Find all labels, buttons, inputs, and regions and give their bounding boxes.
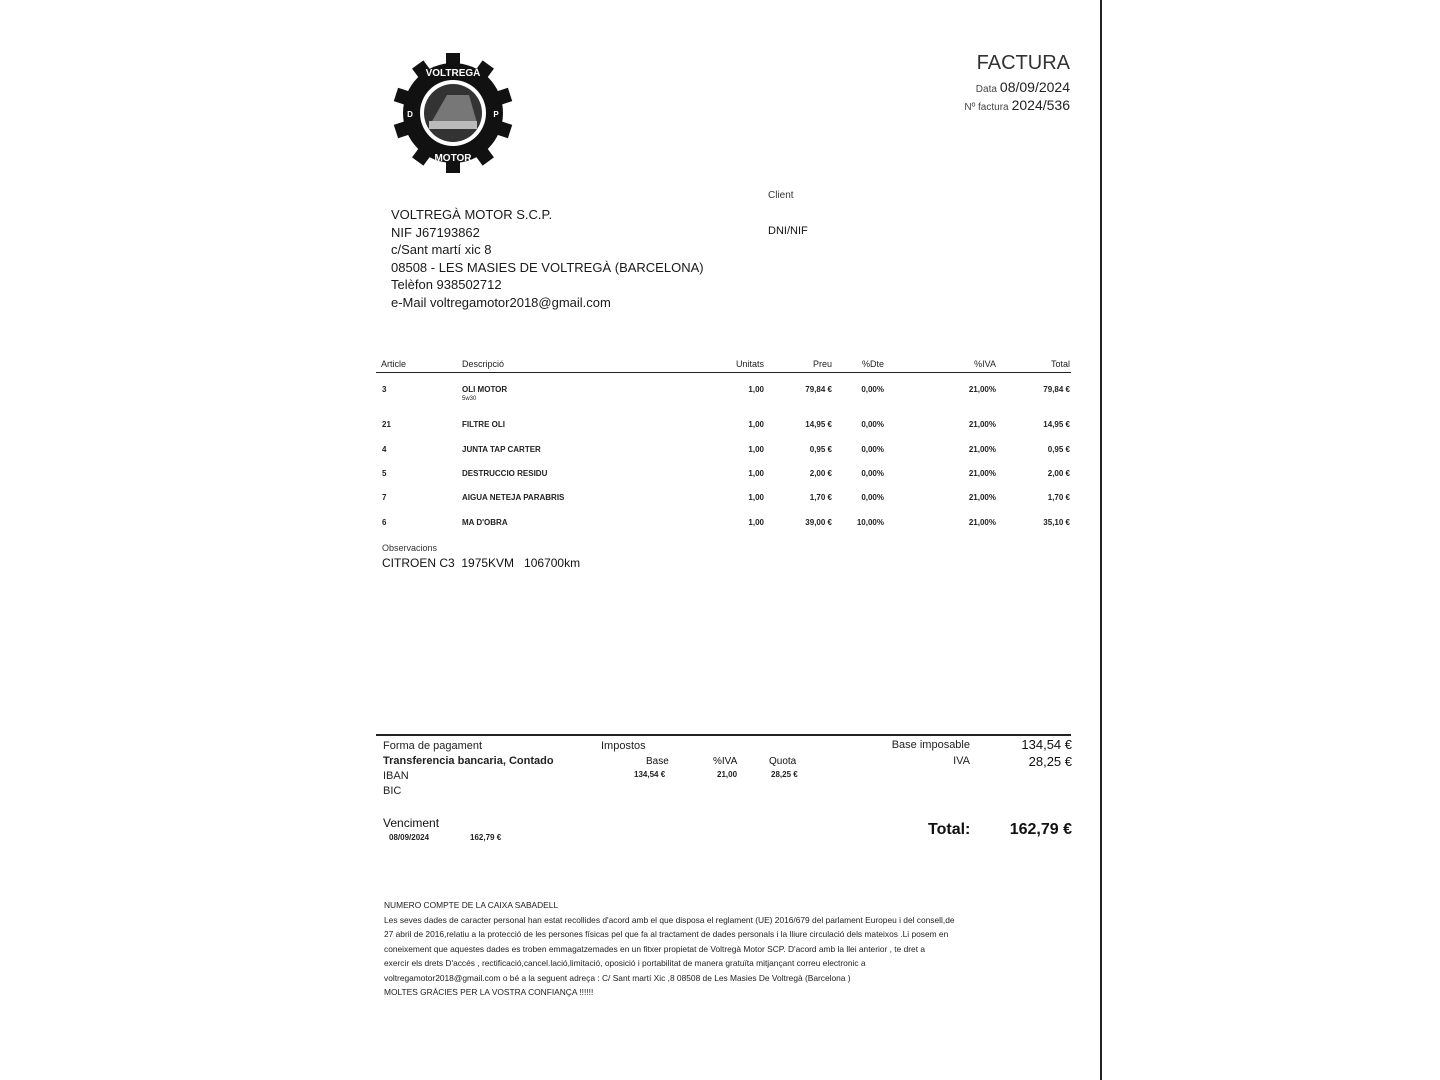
- company-phone: Telèfon 938502712: [391, 277, 502, 292]
- invoice-number: [964, 97, 1070, 113]
- observations-label: Observacions: [382, 543, 438, 553]
- svg-text:D: D: [407, 110, 413, 119]
- row-article: 3: [382, 385, 387, 394]
- table-row: [370, 385, 1080, 405]
- grand-total-value: 162,79 €: [1009, 821, 1072, 838]
- table-row: [370, 445, 1080, 459]
- due-amount: 162,79 €: [470, 833, 502, 842]
- row-price: 39,00 €: [805, 518, 832, 527]
- row-discount: 10,00%: [856, 518, 884, 527]
- col-total: Total: [1050, 359, 1070, 369]
- iban-label: IBAN: [383, 770, 409, 782]
- svg-text:MOTOR: MOTOR: [434, 153, 472, 164]
- observations-text: CITROEN C3 1975KVM 106700km: [382, 556, 581, 570]
- invoice-document: [370, 40, 1080, 1050]
- legal-line: voltregamotor2018@gmail.com o bé a la seguent adreça : C/ Sant martí Xic ,8 08508 de Les Masies De Voltregà (Barcelona ): [384, 972, 851, 983]
- legal-line: coneixement que aquestes dades es troben emmagatzemades en un fitxer propietat de Voltregà Motor SCP. D'acord amb la llei anterior , te dret a: [384, 943, 926, 954]
- row-total: 2,00 €: [1047, 469, 1070, 478]
- legal-line: MOLTES GRÀCIES PER LA VOSTRA CONFIANÇA !!!!!!: [384, 987, 594, 997]
- row-article: 21: [382, 420, 391, 429]
- row-discount: 0,00%: [861, 420, 884, 429]
- col-article: Article: [381, 359, 407, 369]
- bic-label: BIC: [383, 785, 402, 797]
- col-description: Descripció: [462, 359, 505, 369]
- col-units: Unitats: [735, 359, 764, 369]
- row-description: AIGUA NETEJA PARABRIS: [462, 493, 565, 502]
- due-date: 08/09/2024: [389, 833, 430, 842]
- client-dni-label: DNI/NIF: [768, 225, 808, 237]
- legal-line: exercir els drets D'accés , rectificació,cancel.lació,limitació, oposició i portabilitat de manera gratuïta mitjançant correu electronic a: [384, 958, 866, 968]
- tax-vat-value: 21,00: [717, 770, 738, 779]
- company-info: [391, 206, 704, 311]
- table-row: [370, 469, 1080, 483]
- row-vat: 21,00%: [968, 420, 996, 429]
- row-vat: 21,00%: [968, 385, 996, 394]
- vat-total-value: 28,25 €: [1028, 754, 1072, 769]
- legal-line: NUMERO COMPTE DE LA CAIXA SABADELL: [384, 900, 559, 910]
- row-discount: 0,00%: [861, 445, 884, 454]
- invoice-number-label: Nº factura: [964, 102, 1009, 113]
- table-row: [370, 493, 1080, 507]
- row-vat: 21,00%: [968, 493, 996, 502]
- legal-line: Les seves dades de caracter personal han estat recollides d'acord amb el que disposa el reglament (UE) 2016/679 del parlament Europeu i del consell,de: [384, 914, 955, 925]
- row-vat: 21,00%: [968, 518, 996, 527]
- row-total: 0,95 €: [1047, 445, 1070, 454]
- row-units: 1,00: [748, 420, 764, 429]
- tax-quota-value: 28,25 €: [771, 770, 798, 779]
- row-units: 1,00: [748, 493, 764, 502]
- row-units: 1,00: [748, 445, 764, 454]
- tax-vat-label: %IVA: [713, 756, 738, 767]
- row-total: 14,95 €: [1043, 420, 1070, 429]
- page-edge-line: [1100, 0, 1102, 1080]
- row-units: 1,00: [748, 518, 764, 527]
- invoice-date: [976, 79, 1070, 95]
- row-total: 1,70 €: [1047, 493, 1070, 502]
- row-description: MA D'OBRA: [462, 518, 508, 527]
- row-price: 79,84 €: [805, 385, 832, 394]
- payment-method: Transferencia bancaria, Contado: [383, 755, 554, 767]
- row-article: 7: [382, 493, 387, 502]
- row-description: OLI MOTOR: [462, 385, 508, 394]
- vat-total-label: IVA: [953, 755, 970, 767]
- company-logo: [392, 52, 514, 174]
- base-imposable-value: 134,54 €: [1021, 737, 1072, 752]
- row-total: 79,84 €: [1043, 385, 1070, 394]
- row-price: 14,95 €: [805, 420, 832, 429]
- row-description: JUNTA TAP CARTER: [462, 445, 541, 454]
- base-imposable-label: Base imposable: [891, 739, 970, 751]
- row-article: 6: [382, 518, 387, 527]
- row-price: 2,00 €: [809, 469, 832, 478]
- row-description: DESTRUCCIO RESIDU: [462, 469, 548, 478]
- row-units: 1,00: [748, 469, 764, 478]
- row-discount: 0,00%: [861, 385, 884, 394]
- row-discount: 0,00%: [861, 493, 884, 502]
- tax-base-value: 134,54 €: [634, 770, 666, 779]
- company-address: c/Sant martí xic 8: [391, 242, 492, 257]
- taxes-label: Impostos: [601, 740, 646, 752]
- row-article: 4: [382, 445, 387, 454]
- svg-text:VOLTREGÀ: VOLTREGÀ: [425, 68, 481, 79]
- table-header-divider: [376, 372, 1071, 373]
- invoice-title: FACTURA: [976, 52, 1070, 74]
- grand-total-label: Total:: [928, 821, 971, 838]
- row-discount: 0,00%: [861, 469, 884, 478]
- table-row: [370, 518, 1080, 532]
- invoice-date-label: Data: [975, 84, 997, 95]
- col-vat: %IVA: [974, 359, 996, 369]
- legal-line: 27 abril de 2016,relatiu a la protecció de les persones físicas pel que fa al tractament de dades personals i la lliure circulació dels mateixos .Li posem en: [384, 929, 949, 939]
- row-vat: 21,00%: [968, 469, 996, 478]
- payment-label: Forma de pagament: [383, 740, 483, 752]
- row-price: 0,95 €: [809, 445, 832, 454]
- company-name: VOLTREGÀ MOTOR S.C.P.: [391, 207, 553, 222]
- tax-quota-label: Quota: [769, 756, 797, 767]
- totals-divider: [376, 734, 1071, 736]
- row-total: 35,10 €: [1043, 518, 1070, 527]
- row-vat: 21,00%: [968, 445, 996, 454]
- legal-notice: [384, 898, 1074, 1000]
- row-price: 1,70 €: [809, 493, 832, 502]
- tax-base-label: Base: [646, 756, 669, 767]
- col-price: Preu: [812, 359, 832, 369]
- due-label: Venciment: [383, 816, 440, 830]
- invoice-number-value: 2024/536: [1011, 97, 1070, 113]
- row-units: 1,00: [748, 385, 764, 394]
- client-label: Client: [768, 190, 794, 201]
- svg-text:P: P: [493, 110, 499, 119]
- company-nif: NIF J67193862: [391, 224, 480, 240]
- col-discount: %Dte: [861, 359, 884, 369]
- row-article: 5: [382, 469, 387, 478]
- company-city: 08508 - LES MASIES DE VOLTREGÀ (BARCELONA): [391, 259, 704, 275]
- row-subtext: 5w30: [462, 396, 477, 402]
- company-email: e-Mail voltregamotor2018@gmail.com: [391, 294, 611, 310]
- table-row: [370, 420, 1080, 434]
- invoice-date-value: 08/09/2024: [999, 79, 1070, 95]
- row-description: FILTRE OLI: [462, 420, 505, 429]
